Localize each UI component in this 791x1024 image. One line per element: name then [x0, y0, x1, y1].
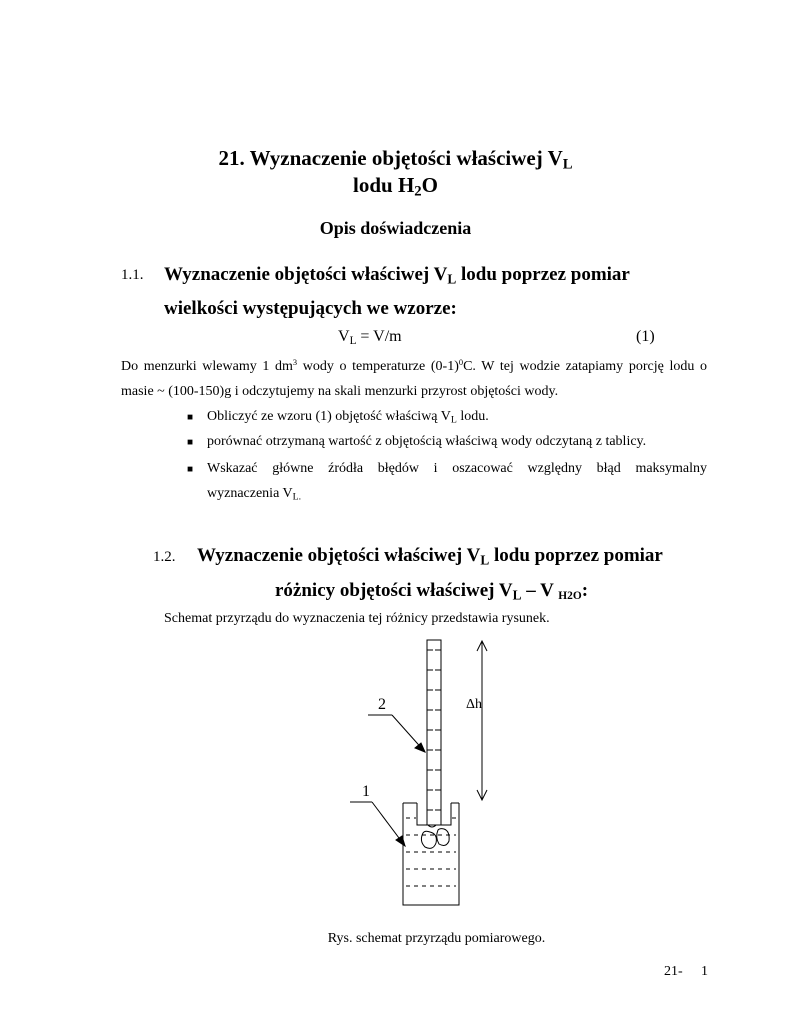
section-subtitle: Opis doświadczenia: [319, 218, 472, 238]
bullet-marker-icon: ■: [187, 412, 194, 423]
label-2: 2: [378, 696, 386, 713]
bullet-item-3-line1: Wskazać główne źródła błędów i oszacować względny błąd maksymalny: [207, 461, 707, 476]
bullet-marker-icon: ■: [187, 464, 194, 475]
title-line2-subscript: 2: [414, 183, 422, 200]
section-1-1-heading-text-end: lodu poprzez pomiar: [456, 264, 630, 285]
bullet-1-subscript: L: [450, 414, 457, 426]
paragraph-superscript-1: 3: [292, 358, 298, 367]
page-reference: 21-: [664, 964, 683, 979]
title-line1: 21. Wyznaczenie objętości właściwej V: [218, 146, 563, 170]
figure-caption: Rys. schemat przyrządu pomiarowego.: [327, 931, 546, 946]
section-1-1-heading-text: Wyznaczenie objętości właściwej V: [164, 264, 448, 285]
paragraph-superscript-2: 0: [458, 358, 464, 367]
bullet-3-subscript: L.: [292, 491, 302, 503]
section-1-2-heading2-text: różnicy objętości właściwej V: [275, 580, 513, 601]
section-1-1-heading-subscript: L: [447, 271, 457, 287]
section-1-2-heading2-subscript-2: H2O: [558, 589, 582, 602]
bullet-item-2: porównać otrzymaną wartość z objętością właściwą wody odczytaną z tablicy.: [207, 434, 647, 449]
section-1-1-number: 1.1.: [121, 267, 144, 283]
section-1-2-heading2-dash: – V: [521, 580, 559, 601]
arrow-icon: [396, 836, 405, 846]
section-1-2-heading-text: Wyznaczenie objętości właściwej V: [197, 545, 481, 566]
tube-scale-marks: [427, 650, 441, 810]
measuring-tube: [427, 640, 441, 825]
ice-piece: [437, 829, 449, 846]
label-delta-h: Δh: [466, 697, 483, 712]
section-1-2-heading2-subscript-1: L: [512, 587, 522, 603]
inner-cup: [417, 803, 451, 825]
title-line1-subscript: L: [562, 156, 573, 173]
formula-number: (1): [636, 328, 655, 345]
arrow-icon: [415, 743, 425, 752]
bullet-1-text: Obliczyć ze wzoru (1) objętość właściwą V: [207, 409, 451, 424]
bullet-marker-icon: ■: [187, 437, 194, 448]
formula-v: V: [338, 328, 350, 345]
section-1-2-heading-subscript: L: [480, 552, 490, 568]
bullet-3-text: wyznaczenia V: [207, 486, 293, 501]
section-1-2-number: 1.2.: [153, 549, 176, 565]
water-level-marks: [406, 818, 457, 886]
section-1-2-heading-text-end: lodu poprzez pomiar: [489, 545, 663, 566]
section-1-1-heading-line2: wielkości występujących we wzorze:: [164, 298, 457, 319]
paragraph-text-b: wody o temperaturze (0-1): [297, 359, 459, 375]
paragraph-text-a: Do menzurki wlewamy 1 dm: [121, 359, 293, 375]
figure-intro: Schemat przyrządu do wyznaczenia tej różnicy przedstawia rysunek.: [164, 611, 550, 626]
title-line2: lodu H: [353, 173, 415, 197]
bullet-1-text-end: lodu.: [456, 409, 489, 424]
title-line2-end: O: [421, 173, 438, 197]
formula-rest: = V/m: [356, 328, 402, 345]
section-1-2-heading2-colon: :: [581, 580, 589, 601]
formula-subscript: L: [349, 334, 357, 347]
label-1: 1: [362, 783, 370, 800]
paragraph-text-c: C. W tej wodzie zatapiamy porcję lodu o: [463, 359, 707, 375]
ice-piece: [421, 831, 436, 848]
paragraph-line-2: masie ~ (100-150)g i odczytujemy na skali menzurki przyrost objętości wody.: [121, 384, 559, 399]
page-number: 1: [701, 964, 708, 979]
